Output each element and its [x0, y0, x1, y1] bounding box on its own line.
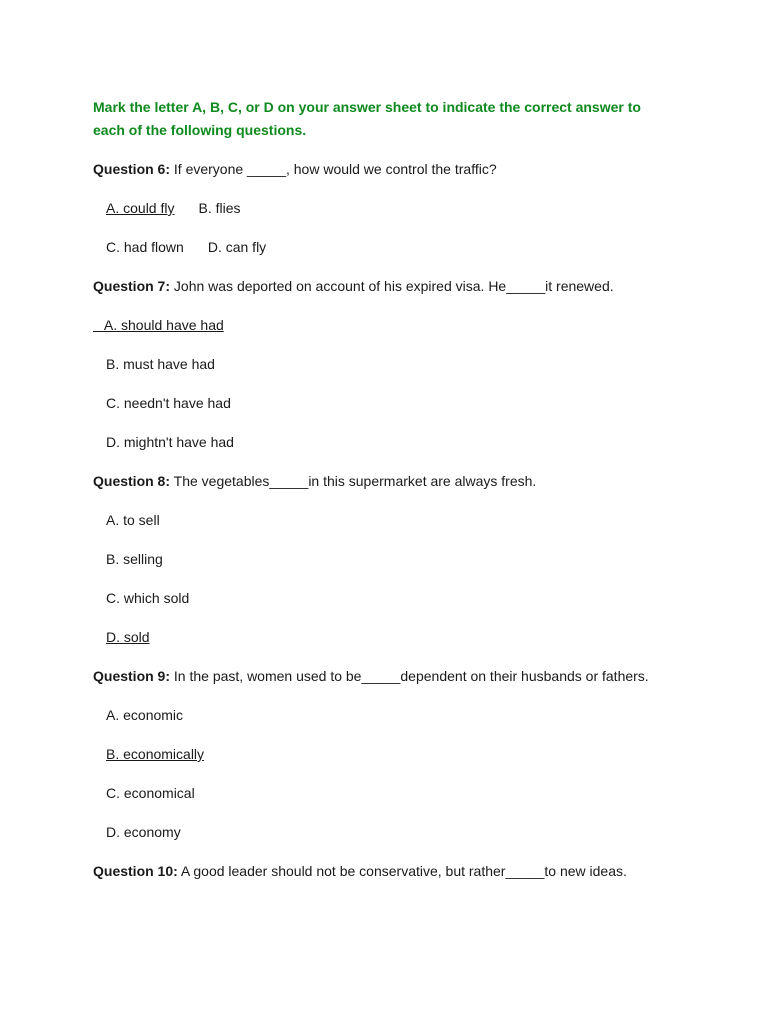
question-8-option-d[interactable] [93, 626, 675, 649]
question-6-label: Question 6: [93, 161, 171, 177]
question-7-text: John was deported on account of his expired visa. He_____it renewed. [170, 278, 614, 294]
question-8 [93, 470, 675, 493]
question-7 [93, 275, 675, 298]
question-7-option-c[interactable]: C. needn't have had [106, 395, 231, 411]
question-10-text: A good leader should not be conservative, but rather_____to new ideas. [177, 863, 627, 879]
instructions-heading: Mark the letter A, B, C, or D on your answer sheet to indicate the correct answer to each of the following questions. [93, 99, 641, 138]
question-7-option-a-label: A. should have had [93, 317, 224, 333]
question-6-option-b[interactable]: B. flies [198, 200, 241, 216]
question-9-option-c[interactable]: C. economical [106, 785, 195, 801]
question-9 [93, 665, 675, 688]
question-6-text: If everyone _____, how would we control the traffic? [170, 161, 497, 177]
question-9-option-b-label: B. economically [106, 746, 205, 762]
question-9-option-a[interactable]: A. economic [106, 707, 184, 723]
question-7-option-b[interactable]: B. must have had [106, 356, 215, 372]
question-6-option-c[interactable]: C. had flown [106, 239, 184, 255]
question-6-options-row-1 [93, 197, 675, 220]
question-9-label: Question 9: [93, 668, 171, 684]
question-9-text: In the past, women used to be_____dependent on their husbands or fathers. [170, 668, 649, 684]
question-7-label: Question 7: [93, 278, 171, 294]
question-8-text: The vegetables_____in this supermarket are always fresh. [170, 473, 537, 489]
question-8-option-b[interactable]: B. selling [106, 551, 163, 567]
question-6 [93, 158, 675, 181]
question-8-option-d-label: D. sold [106, 629, 150, 645]
question-7-option-d[interactable]: D. mightn't have had [106, 434, 234, 450]
question-6-option-a[interactable]: A. could fly [106, 200, 175, 216]
question-6-options-row-2 [93, 236, 675, 259]
question-8-option-a[interactable]: A. to sell [106, 512, 160, 528]
question-6-option-d[interactable]: D. can fly [207, 239, 267, 255]
question-10-label: Question 10: [93, 863, 178, 879]
worksheet-page [93, 96, 675, 899]
question-9-option-d[interactable]: D. economy [106, 824, 181, 840]
question-10 [93, 860, 675, 883]
question-8-label: Question 8: [93, 473, 171, 489]
question-8-option-c[interactable]: C. which sold [106, 590, 190, 606]
question-7-option-a[interactable] [93, 314, 675, 337]
question-9-option-b[interactable] [93, 743, 675, 766]
